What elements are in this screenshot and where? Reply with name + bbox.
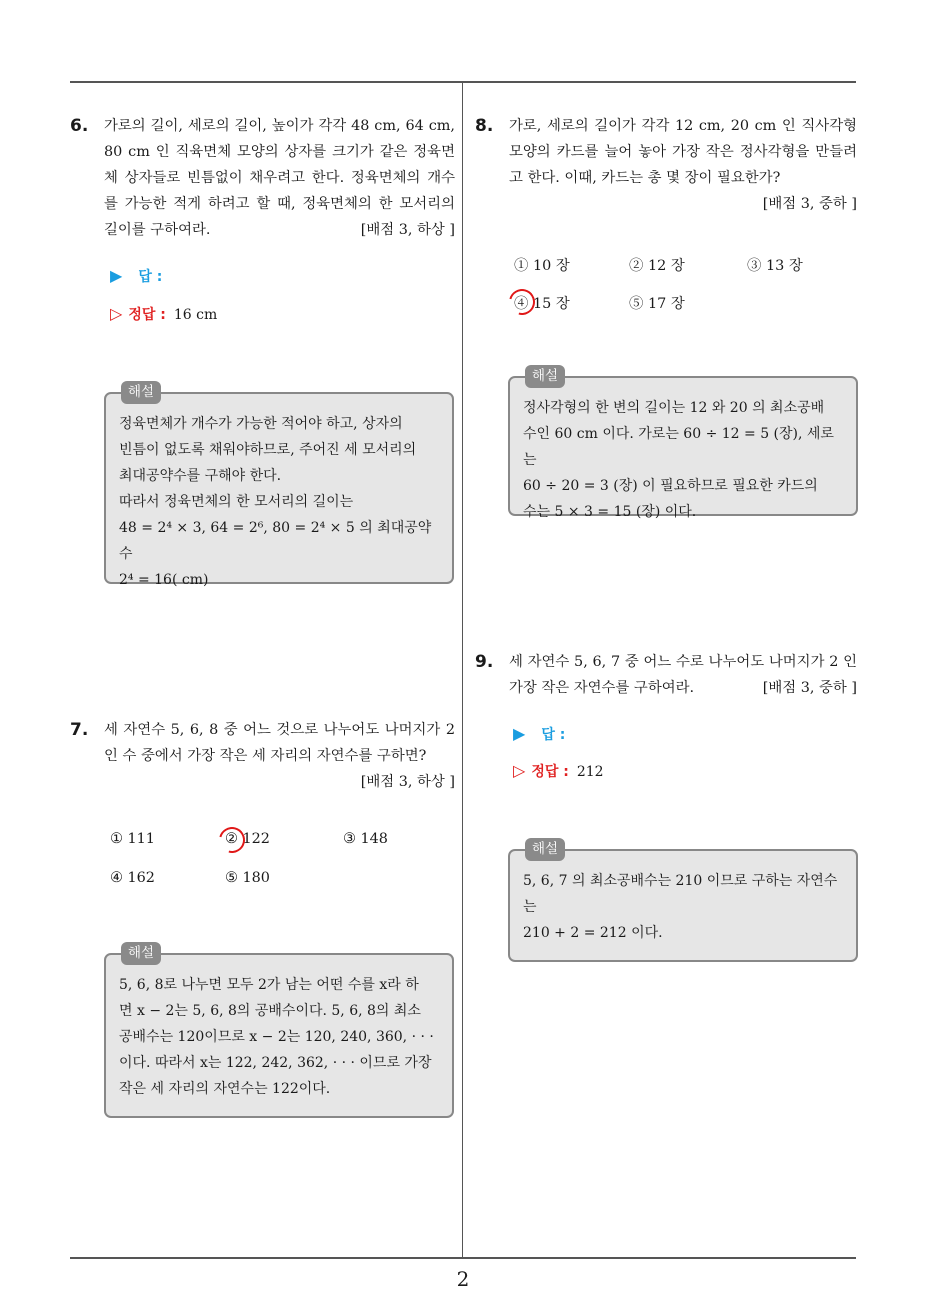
explanation-line: 따라서 정육면체의 한 모서리의 길이는: [119, 494, 354, 510]
explanation-box: [104, 384, 454, 588]
question-number: 7.: [70, 720, 89, 740]
explanation-tag: 해설: [121, 942, 161, 965]
answer-row: [110, 266, 162, 286]
answer-label: 답 :: [138, 269, 163, 285]
explanation-box: [104, 945, 454, 1118]
correct-label: 정답 :: [128, 307, 166, 323]
choice-4[interactable]: ④ 162: [110, 870, 155, 886]
explanation-line: 정사각형의 한 변의 길이는 12 와 20 의 최소공배: [523, 400, 825, 416]
choice-list: [110, 831, 455, 891]
question-number: 9.: [475, 652, 494, 672]
question-text: 가로, 세로의 길이가 각각 12 cm, 20 cm 인 직사각형 모양의 카드를 늘어 놓아 가장 작은 정사각형을 만들려고 한다. 이때, 카드는 총 몇 장이 필요한가?: [509, 118, 857, 186]
answer-arrow-icon: ▶: [110, 266, 123, 285]
choice-1[interactable]: ① 111: [110, 831, 155, 847]
correct-answer-row: [513, 761, 604, 781]
question-7: [70, 717, 455, 795]
choice-2[interactable]: ② 122: [225, 831, 270, 847]
explanation-tag: 해설: [525, 365, 565, 388]
choice-list: [514, 254, 854, 314]
question-meta: [배점 3, 중하 ]: [762, 196, 857, 212]
correct-arrow-icon: ▷: [110, 304, 123, 323]
question-meta: [배점 3, 중하 ]: [762, 680, 857, 696]
explanation-line: 수는 5 × 3 = 15 (장) 이다.: [523, 504, 697, 520]
explanation-line: 공배수는 120이므로 x − 2는 120, 240, 360, · · ·: [119, 1029, 434, 1045]
question-meta: [배점 3, 하상 ]: [360, 222, 455, 238]
explanation-box: [508, 841, 858, 962]
question-text: 세 자연수 5, 6, 8 중 어느 것으로 나누어도 나머지가 2인 수 중에서 가장 작은 세 자리의 자연수를 구하면?: [104, 722, 455, 764]
explanation-line: 5, 6, 8로 나누면 모두 2가 남는 어떤 수를 x라 하: [119, 977, 419, 993]
explanation-line: 48 = 2⁴ × 3, 64 = 2⁶, 80 = 2⁴ × 5 의 최대공약수: [119, 520, 432, 562]
answer-arrow-icon: ▶: [513, 724, 526, 743]
explanation-tag: 해설: [121, 381, 161, 404]
question-9: [475, 649, 857, 701]
question-text: 가로의 길이, 세로의 길이, 높이가 각각 48 cm, 64 cm, 80 cm 인 직육면체 모양의 상자를 크기가 같은 정육면체 상자들로 빈틈없이 채우려고 한다. 정육면체의 개수를 가능한 적게 하려고 할 때, 정육면체의 한 모서리의 길이를 구하여라.: [104, 118, 455, 238]
explanation-box: [508, 368, 858, 520]
explanation-line: 60 ÷ 20 = 3 (장) 이 필요하므로 필요한 카드의: [523, 478, 818, 494]
explanation-line: 빈틈이 없도록 채워야하므로, 주어진 세 모서리의: [119, 442, 417, 458]
correct-value: 16 cm: [173, 307, 218, 323]
explanation-tag: 해설: [525, 838, 565, 861]
explanation-line: 면 x − 2는 5, 6, 8의 공배수이다. 5, 6, 8의 최소: [119, 1003, 421, 1019]
answer-row: [513, 724, 565, 744]
explanation-line: 작은 세 자리의 자연수는 122이다.: [119, 1081, 331, 1097]
page-number: 2: [456, 1267, 470, 1291]
bottom-rule: [70, 1257, 856, 1259]
column-divider: [462, 82, 463, 1258]
question-text: 세 자연수 5, 6, 7 중 어느 수로 나누어도 나머지가 2 인 가장 작은 자연수를 구하여라.: [509, 654, 857, 696]
choice-3[interactable]: ③ 13 장: [747, 258, 803, 274]
choice-2[interactable]: ② 12 장: [629, 258, 685, 274]
explanation-line: 2⁴ = 16( cm): [119, 572, 209, 588]
selected-circle-icon: [504, 284, 540, 320]
question-meta: [배점 3, 하상 ]: [360, 774, 455, 790]
answer-label: 답 :: [541, 727, 566, 743]
correct-arrow-icon: ▷: [513, 761, 526, 780]
question-number: 6.: [70, 116, 89, 136]
explanation-line: 이다. 따라서 x는 122, 242, 362, · · · 이므로 가장: [119, 1055, 432, 1071]
correct-label: 정답 :: [531, 764, 569, 780]
explanation-line: 5, 6, 7 의 최소공배수는 210 이므로 구하는 자연수: [523, 873, 838, 889]
correct-answer-row: [110, 304, 217, 324]
correct-value: 212: [576, 764, 604, 780]
choice-5[interactable]: ⑤ 17 장: [629, 296, 685, 312]
choice-5[interactable]: ⑤ 180: [225, 870, 270, 886]
explanation-line: 210 + 2 = 212 이다.: [523, 925, 663, 941]
explanation-line: 는: [523, 899, 537, 915]
selected-circle-icon: [214, 822, 250, 858]
question-number: 8.: [475, 116, 494, 136]
choice-3[interactable]: ③ 148: [343, 831, 388, 847]
explanation-line: 최대공약수를 구해야 한다.: [119, 468, 282, 484]
explanation-line: 정육면체가 개수가 가능한 적어야 하고, 상자의: [119, 416, 403, 432]
question-8: [475, 113, 857, 217]
question-6: [70, 113, 455, 243]
choice-1[interactable]: ① 10 장: [514, 258, 570, 274]
explanation-line: 수인 60 cm 이다. 가로는 60 ÷ 12 = 5 (장), 세로는: [523, 426, 834, 468]
choice-4[interactable]: ④ 15 장: [514, 296, 570, 312]
